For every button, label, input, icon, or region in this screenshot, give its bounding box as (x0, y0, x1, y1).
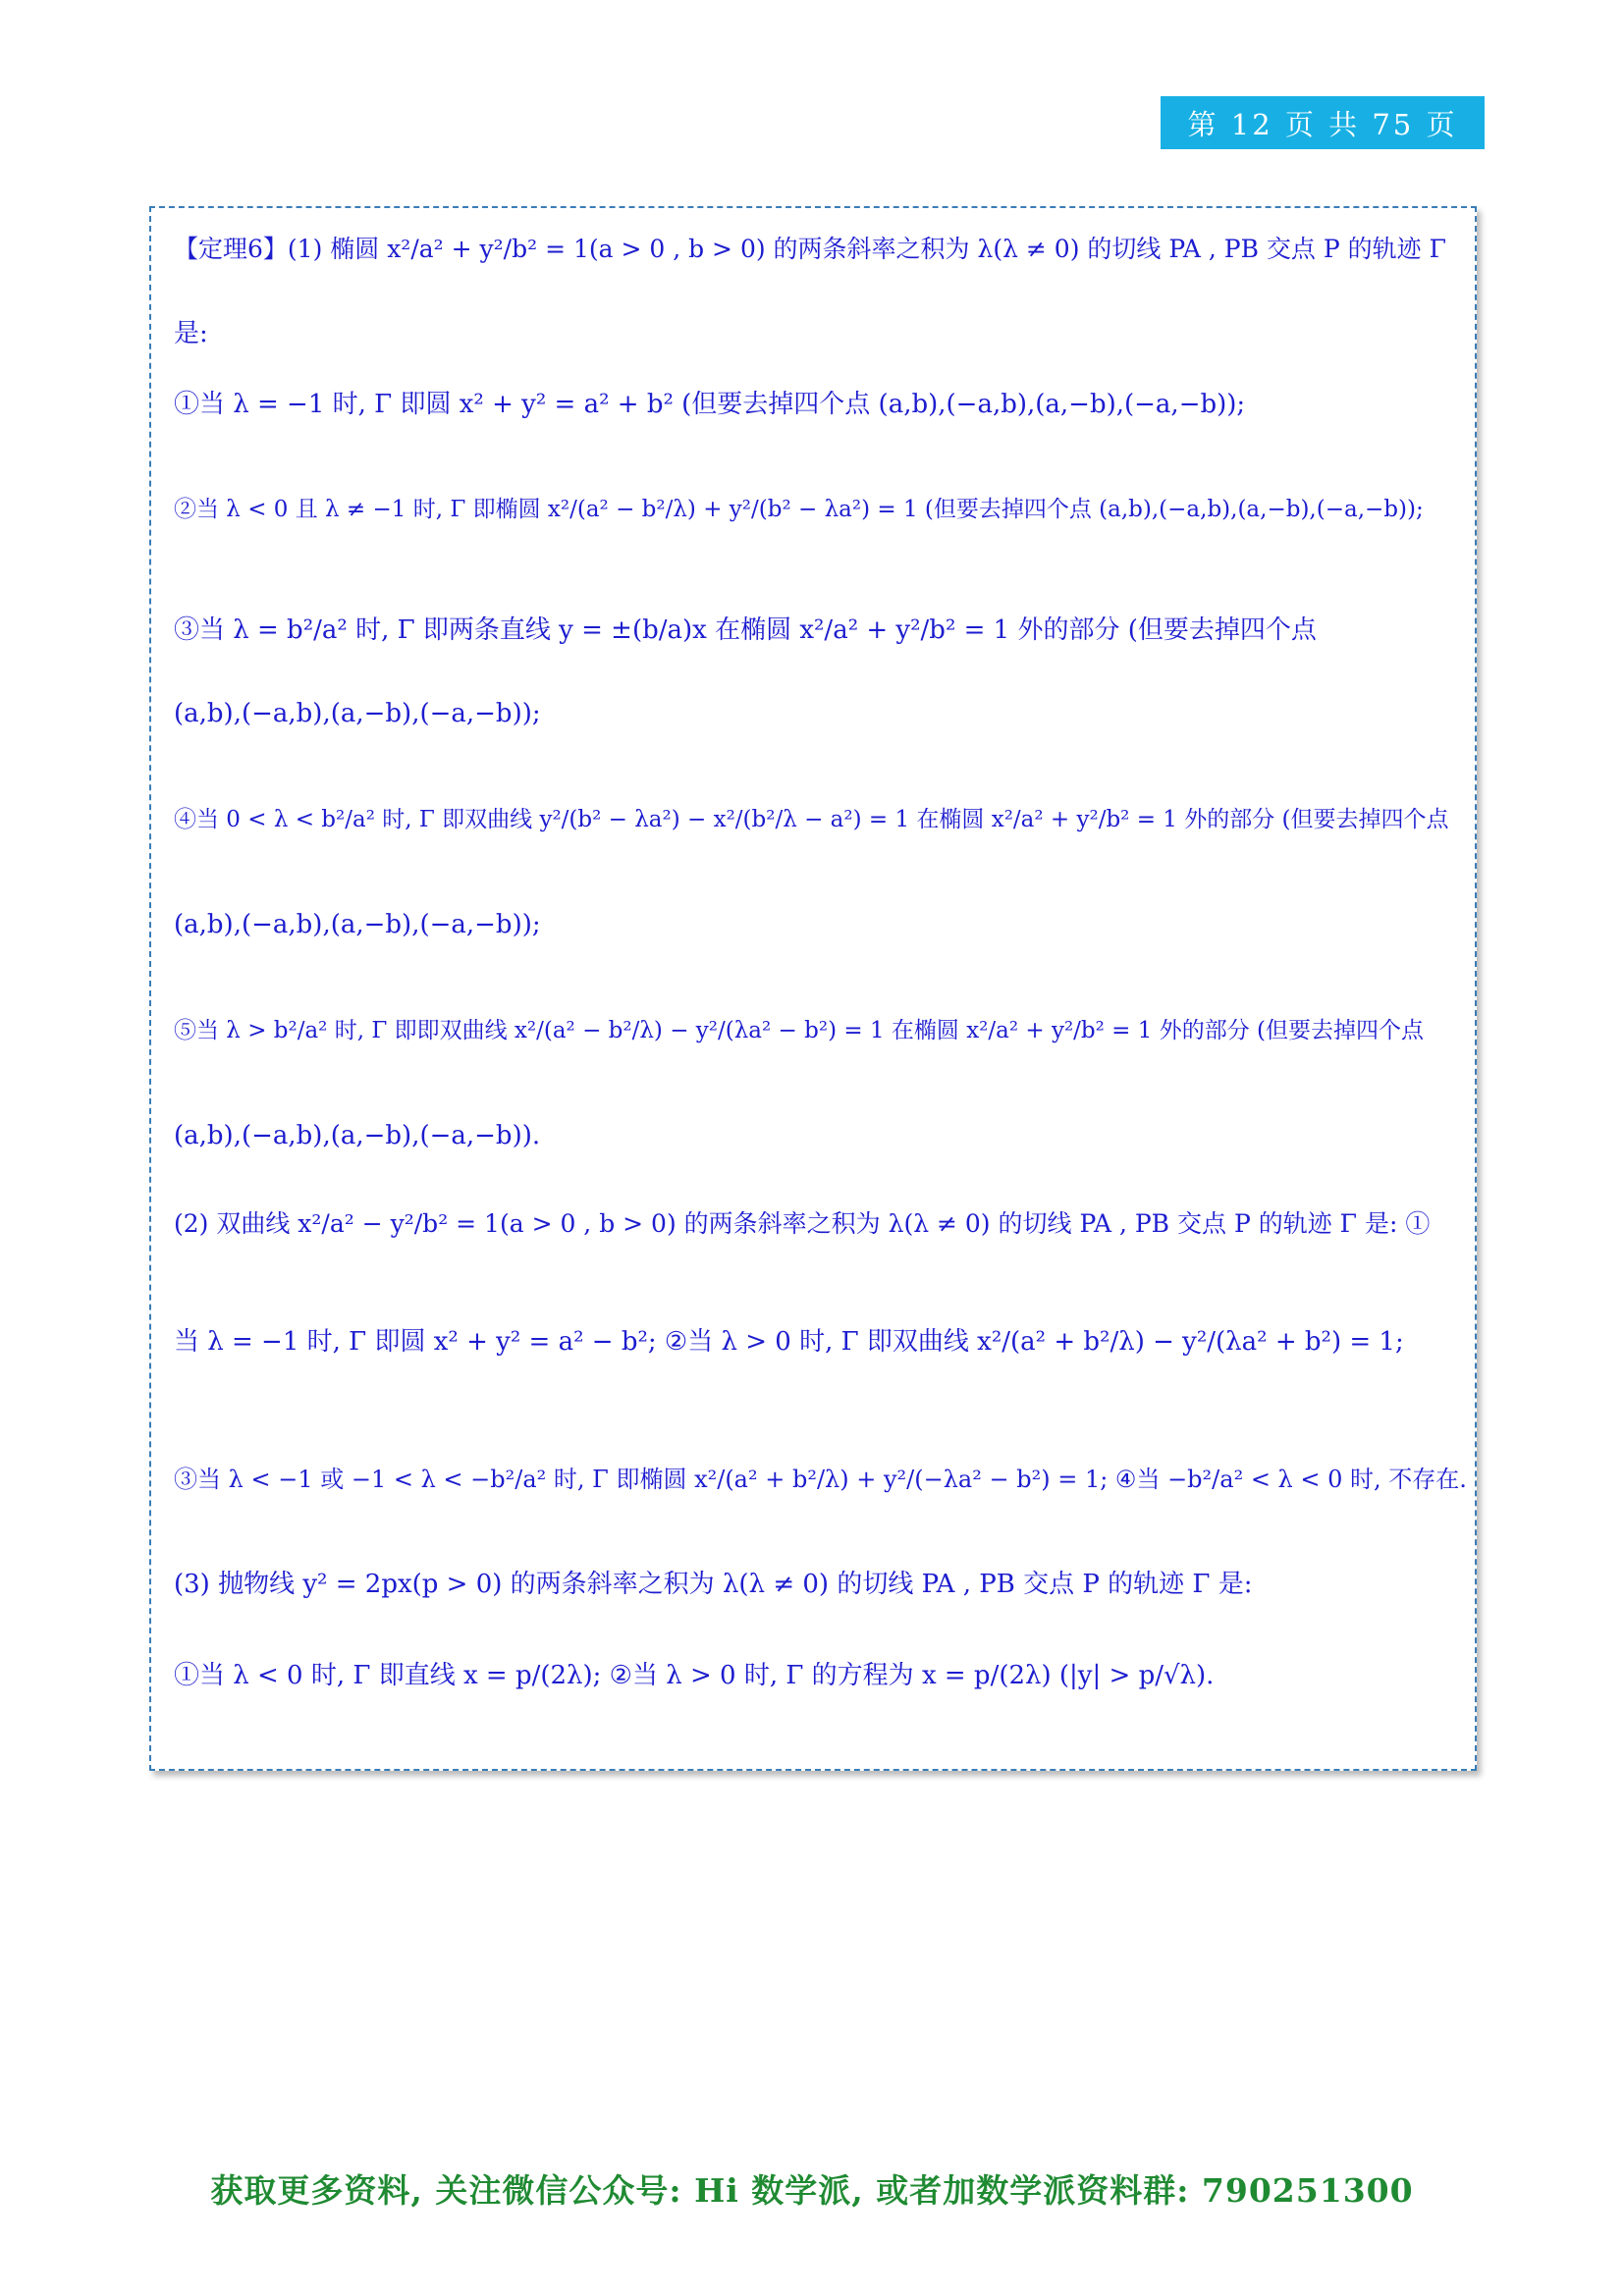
theorem-line-9: ⑤当 λ > b²/a² 时, Γ 即即双曲线 x²/(a² − b²/λ) − y²/(λa² − b²) = 1 在椭圆 x²/a² + y²/b² = 1 外的部分 (但要去掉四个点 (174, 1018, 1424, 1043)
theorem-line-12: 当 λ = −1 时, Γ 即圆 x² + y² = a² − b²; ②当 λ > 0 时, Γ 即双曲线 x²/(a² + b²/λ) − y²/(λa² + b²) = 1; (174, 1327, 1404, 1357)
theorem-line-10: (a,b),(−a,b),(a,−b),(−a,−b)). (174, 1121, 541, 1150)
theorem-line-3: ①当 λ = −1 时, Γ 即圆 x² + y² = a² + b² (但要去掉四个点 (a,b),(−a,b),(a,−b),(−a,−b)); (174, 390, 1246, 419)
page-indicator: 第 12 页 共 75 页 (1161, 96, 1485, 149)
footer-promo: 获取更多资料, 关注微信公众号: Hi 数学派, 或者加数学派资料群: 790251300 (210, 2171, 1414, 2210)
theorem-line-4: ②当 λ < 0 且 λ ≠ −1 时, Γ 即椭圆 x²/(a² − b²/λ) + y²/(b² − λa²) = 1 (但要去掉四个点 (a,b),(−a,b),(a,−b),(−a,−b)); (174, 497, 1424, 522)
theorem-line-15: ①当 λ < 0 时, Γ 即直线 x = p/(2λ); ②当 λ > 0 时, Γ 的方程为 x = p/(2λ) (|y| > p/√λ). (174, 1661, 1215, 1690)
theorem-line-2: 是: (174, 319, 208, 348)
theorem-line-7: ④当 0 < λ < b²/a² 时, Γ 即双曲线 y²/(b² − λa²) − x²/(b²/λ − a²) = 1 在椭圆 x²/a² + y²/b² = 1 外的部分 (但要去掉四个点 (174, 807, 1449, 832)
theorem-line-14: (3) 抛物线 y² = 2px(p > 0) 的两条斜率之积为 λ(λ ≠ 0) 的切线 PA , PB 交点 P 的轨迹 Γ 是: (174, 1570, 1253, 1599)
theorem-line-13: ③当 λ < −1 或 −1 < λ < −b²/a² 时, Γ 即椭圆 x²/(a² + b²/λ) + y²/(−λa² − b²) = 1; ④当 −b²/a² < λ < 0 时, 不存在. (174, 1466, 1467, 1493)
theorem-line-6: (a,b),(−a,b),(a,−b),(−a,−b)); (174, 699, 541, 728)
theorem-box (149, 206, 1477, 1771)
theorem-line-11: (2) 双曲线 x²/a² − y²/b² = 1(a > 0 , b > 0) 的两条斜率之积为 λ(λ ≠ 0) 的切线 PA , PB 交点 P 的轨迹 Γ 是: ① (174, 1209, 1431, 1238)
theorem-line-8: (a,b),(−a,b),(a,−b),(−a,−b)); (174, 910, 541, 939)
theorem-line-1: 【定理6】(1) 椭圆 x²/a² + y²/b² = 1(a > 0 , b > 0) 的两条斜率之积为 λ(λ ≠ 0) 的切线 PA , PB 交点 P 的轨迹 Γ (174, 235, 1446, 263)
theorem-line-5: ③当 λ = b²/a² 时, Γ 即两条直线 y = ±(b/a)x 在椭圆 x²/a² + y²/b² = 1 外的部分 (但要去掉四个点 (174, 615, 1317, 645)
